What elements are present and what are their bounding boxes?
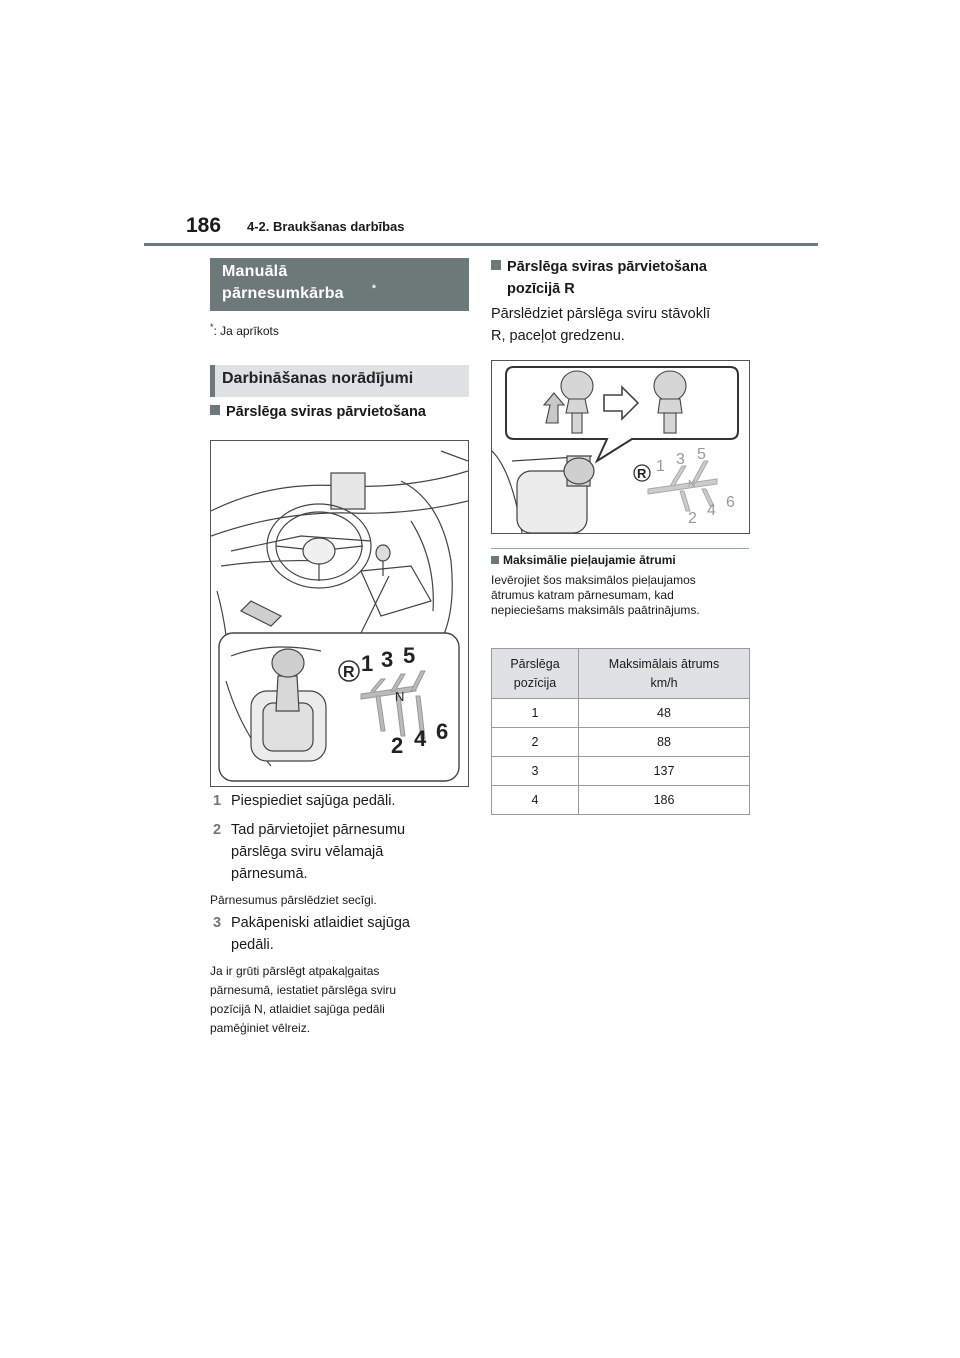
- table-header-row: [492, 649, 750, 699]
- reverse-instructions: [491, 303, 710, 347]
- header-line: Pārslēga: [510, 656, 560, 671]
- step-1: [213, 790, 395, 812]
- gear-label-2: 2: [391, 733, 404, 758]
- section-title-bar: [210, 258, 469, 311]
- subsection-accent: [210, 365, 215, 397]
- cell-gear: 3: [492, 757, 579, 786]
- note-line: pārnesumā, iestatiet pārslēga sviru: [210, 983, 397, 997]
- gear-label-5: 5: [697, 446, 706, 463]
- reverse-illustration: [492, 361, 749, 533]
- desc-line: nepieciešams maksimāls paātrinājums.: [491, 603, 700, 617]
- table-row: [492, 699, 750, 728]
- header-line: km/h: [650, 675, 678, 690]
- gear-label-6: 6: [436, 719, 449, 744]
- step-text-line: Tad pārvietojiet pārnesumu: [231, 822, 406, 838]
- gear-label-2: 2: [688, 510, 697, 527]
- cell-gear: 4: [492, 786, 579, 815]
- page-number: 186: [186, 214, 222, 237]
- gear-label-4: 4: [707, 502, 716, 519]
- step-text-line: pārnesumā.: [231, 866, 308, 882]
- step-number: 1: [213, 793, 222, 809]
- subsection-title-bar: [210, 365, 469, 397]
- header-rule: [144, 243, 818, 246]
- cell-speed: 88: [579, 728, 750, 757]
- header-line: pozīcija: [513, 675, 557, 690]
- figure-reverse-ring: [491, 360, 750, 534]
- section-title-text: Manuālā pārnesumkārba: [222, 263, 344, 302]
- section-title: [222, 261, 376, 305]
- subheading-rule: [491, 548, 749, 549]
- header-gear-position: [492, 649, 579, 699]
- subheading-text: Maksimālie pieļaujamie ātrumi: [503, 553, 676, 567]
- gear-label-1: 1: [361, 651, 374, 676]
- note-reverse: [210, 962, 396, 1038]
- cell-gear: 1: [492, 699, 579, 728]
- step-3: [213, 912, 410, 956]
- step-text: Piespiediet sajūga pedāli.: [231, 793, 396, 809]
- max-speeds-description: [491, 573, 700, 618]
- gear-label-6: 6: [726, 494, 735, 511]
- cell-gear: 2: [492, 728, 579, 757]
- cell-speed: 137: [579, 757, 750, 786]
- gear-label-n: N: [395, 689, 405, 704]
- step-number: 3: [213, 915, 222, 931]
- table-row: [492, 757, 750, 786]
- table-row: [492, 728, 750, 757]
- desc-line: Ievērojiet šos maksimālos pieļaujamos: [491, 573, 696, 587]
- note-sequential: Pārnesumus pārslēdziet secīgi.: [210, 893, 377, 907]
- heading-text: pozīcijā R: [507, 281, 575, 297]
- chapter-title: 4-2. Braukšanas darbības: [247, 219, 405, 234]
- max-speed-table: [491, 648, 750, 815]
- square-bullet-icon: [491, 556, 499, 564]
- square-bullet-icon: [491, 260, 501, 270]
- step-text-line: Pakāpeniski atlaidiet sajūga: [231, 915, 410, 931]
- desc-line: ātrumus katram pārnesumam, kad: [491, 588, 674, 602]
- header-max-speed: [579, 649, 750, 699]
- square-bullet-icon: [210, 405, 220, 415]
- cell-speed: 48: [579, 699, 750, 728]
- table-row: [492, 786, 750, 815]
- note-line: Ja ir grūti pārslēgt atpakaļgaitas: [210, 964, 380, 978]
- footnote-text: : Ja aprīkots: [213, 324, 279, 338]
- note-line: pamēģiniet vēlreiz.: [210, 1021, 311, 1035]
- cabin-illustration: [211, 441, 468, 786]
- gear-label-r: R: [343, 664, 355, 681]
- heading-reverse: [491, 256, 707, 300]
- figure-cabin-shifter: [210, 440, 469, 787]
- heading-text: Pārslēga sviras pārvietošana: [507, 259, 707, 275]
- gear-label-1: 1: [656, 458, 665, 475]
- subheading-max-speeds: [491, 553, 676, 567]
- gear-label-4: 4: [414, 726, 427, 751]
- gear-label-r: R: [637, 466, 647, 481]
- note-line: pozīcijā N, atlaidiet sajūga pedāli: [210, 1002, 385, 1016]
- step-number: 2: [213, 822, 222, 838]
- body-line: Pārslēdziet pārslēga sviru stāvoklī: [491, 306, 711, 322]
- step-text-line: pedāli.: [231, 937, 274, 953]
- body-line: R, paceļot gredzenu.: [491, 328, 625, 344]
- gear-label-3: 3: [381, 647, 394, 672]
- heading-text: Pārslēga sviras pārvietošana: [226, 404, 426, 420]
- footnote: [210, 322, 279, 338]
- heading-shift-lever: [210, 404, 426, 420]
- gear-label-n: N: [688, 479, 696, 490]
- subsection-title: Darbināšanas norādījumi: [222, 370, 414, 387]
- section-title-mark: *: [372, 283, 377, 295]
- gear-label-5: 5: [403, 643, 416, 668]
- footnote-mark: *: [210, 322, 214, 332]
- cell-speed: 186: [579, 786, 750, 815]
- header-line: Maksimālais ātrums: [608, 656, 720, 671]
- step-2: [213, 819, 405, 885]
- step-text-line: pārslēga sviru vēlamajā: [231, 844, 384, 860]
- gear-label-3: 3: [676, 451, 685, 468]
